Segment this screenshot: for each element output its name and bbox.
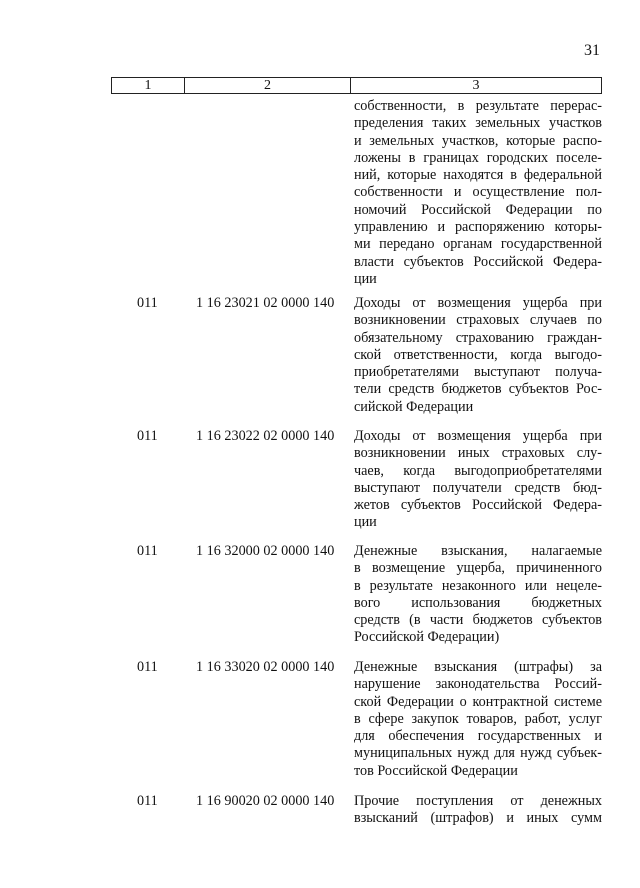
text-line: Российской Федерации) <box>354 629 500 646</box>
text-line: Денежные взыскания (штрафы) за <box>354 659 602 675</box>
text-line: нарушение законодательства Россий- <box>354 676 602 693</box>
text-line: Доходы от возмещения ущерба при <box>354 295 602 311</box>
continuation-text <box>354 98 602 288</box>
text-line: пределения таких земельных участков <box>354 115 602 132</box>
text-line: возникновении страховых случаев по <box>354 312 602 329</box>
text-line: ции <box>354 514 377 531</box>
text-line: чаев, когда выгодоприобретателями <box>354 462 602 479</box>
row-kbk: 1 16 90020 02 0000 140 <box>196 793 335 809</box>
page-number: 31 <box>584 42 600 59</box>
text-line: и земельных участков, которые распо- <box>354 132 602 149</box>
text-line: в результате незаконного или нецеле- <box>354 577 602 594</box>
text-line: обязательному страхованию граждан- <box>354 329 602 346</box>
text-line: в возмещение ущерба, причиненного <box>354 560 602 577</box>
header-col-3: 3 <box>472 78 480 93</box>
text-line: выступают получатели средств бюд- <box>354 479 602 496</box>
row-code: 011 <box>137 793 158 809</box>
text-line: вого использования бюджетных <box>354 594 602 611</box>
text-line: возникновении иных страховых слу- <box>354 445 602 462</box>
row-kbk: 1 16 23022 02 0000 140 <box>196 428 335 444</box>
text-line: ложены в границах городских поселе- <box>354 149 602 166</box>
table-header <box>111 77 602 94</box>
row-description <box>354 295 602 416</box>
row-description <box>354 793 602 828</box>
text-line: ний, которые находятся в федеральной <box>354 167 602 184</box>
row-description <box>354 659 602 780</box>
text-line: ми передано органам государственной <box>354 236 602 253</box>
header-col-2: 2 <box>185 78 351 93</box>
row-description <box>354 428 602 532</box>
row-kbk: 1 16 23021 02 0000 140 <box>196 295 335 311</box>
row-description <box>354 543 602 647</box>
text-line: Денежные взыскания, налагаемые <box>354 543 602 559</box>
text-line: ской Федерации о контрактной системе <box>354 693 602 710</box>
row-code: 011 <box>137 295 158 311</box>
text-line: тов Российской Федерации <box>354 762 518 779</box>
row-code: 011 <box>137 659 158 675</box>
text-line: управлению и распоряжению которы- <box>354 219 602 236</box>
text-line: номочий Российской Федерации по <box>354 201 602 218</box>
text-line: сийской Федерации <box>354 398 474 415</box>
text-line: тели средств бюджетов субъектов Рос- <box>354 381 602 398</box>
text-line: собственности и осуществление пол- <box>354 184 602 201</box>
text-line: ции <box>354 270 377 287</box>
text-line: для обеспечения государственных и <box>354 728 602 745</box>
text-line: власти субъектов Российской Федера- <box>354 253 602 270</box>
row-code: 011 <box>137 543 158 559</box>
text-line: приобретателями выступают получа- <box>354 364 602 381</box>
text-line: собственности, в результате перерас- <box>354 98 602 114</box>
text-line: средств (в части бюджетов субъектов <box>354 612 602 629</box>
text-line: Прочие поступления от денежных <box>354 793 602 809</box>
text-line: жетов субъектов Российской Федера- <box>354 497 602 514</box>
text-line: взысканий (штрафов) и иных сумм <box>354 810 602 827</box>
text-line: ской ответственности, когда выгодо- <box>354 346 602 363</box>
row-kbk: 1 16 33020 02 0000 140 <box>196 659 335 675</box>
row-code: 011 <box>137 428 158 444</box>
row-kbk: 1 16 32000 02 0000 140 <box>196 543 335 559</box>
text-line: Доходы от возмещения ущерба при <box>354 428 602 444</box>
text-line: муниципальных нужд для нужд субъек- <box>354 745 602 762</box>
text-line: в сфере закупок товаров, работ, услуг <box>354 710 602 727</box>
header-col-1: 1 <box>112 78 185 93</box>
